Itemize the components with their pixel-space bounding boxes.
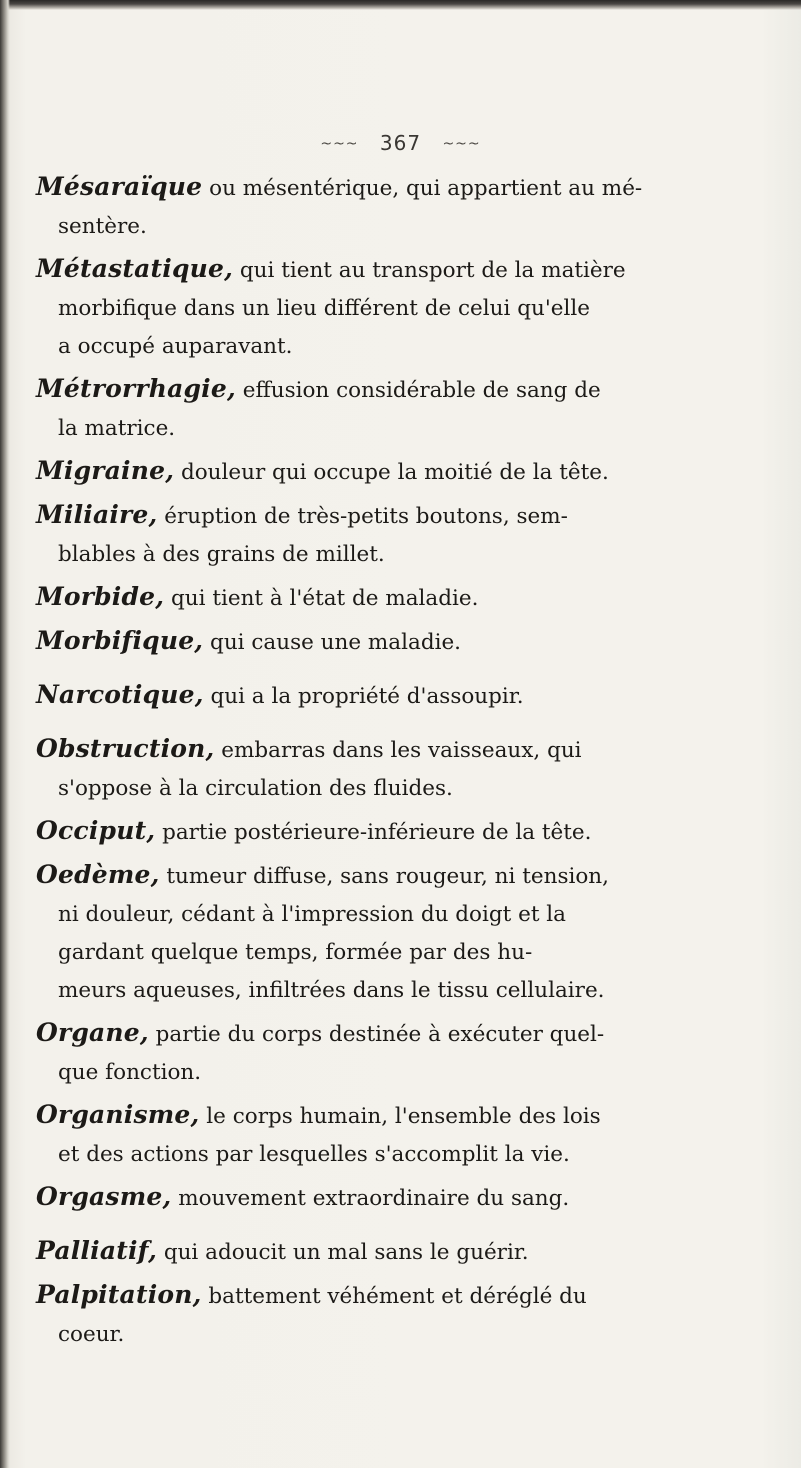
entry-morbifique bbox=[36, 622, 766, 662]
entry-occiput bbox=[36, 812, 766, 852]
entry-mesaraique bbox=[36, 168, 766, 246]
entry-term: Narcotique, bbox=[36, 680, 204, 709]
entry-term: Obstruction, bbox=[36, 734, 215, 763]
entry-definition: le corps humain, l'ensemble des lois bbox=[199, 1104, 601, 1129]
entry-term: Métrorrhagie, bbox=[36, 374, 236, 403]
entry-definition: éruption de très-petits boutons, sem- bbox=[157, 504, 568, 529]
entry-continuation: que fonction. bbox=[58, 1060, 202, 1085]
entry-definition: partie postérieure-inférieure de la tête. bbox=[155, 820, 592, 845]
entry-obstruction bbox=[36, 730, 766, 808]
entry-organe bbox=[36, 1014, 766, 1092]
entry-palpitation bbox=[36, 1276, 766, 1354]
entry-term: Migraine, bbox=[36, 456, 175, 485]
entry-term: Morbide, bbox=[36, 582, 165, 611]
entry-term: Mésaraïque bbox=[36, 172, 203, 201]
header-ornament-right: ~~~ bbox=[442, 136, 481, 152]
entry-palliatif bbox=[36, 1232, 766, 1272]
entry-continuation: la matrice. bbox=[58, 416, 176, 441]
entry-term: Orgasme, bbox=[36, 1182, 172, 1211]
entry-miliaire bbox=[36, 496, 766, 574]
entry-metrorrhagie bbox=[36, 370, 766, 448]
entry-term: Miliaire, bbox=[36, 500, 158, 529]
entry-continuation: et des actions par lesquelles s'accomplit la vie. bbox=[58, 1142, 570, 1167]
entry-migraine bbox=[36, 452, 766, 492]
entry-orgasme bbox=[36, 1178, 766, 1218]
entry-definition: tumeur diffuse, sans rougeur, ni tension, bbox=[159, 864, 609, 889]
entry-continuation: coeur. bbox=[58, 1322, 125, 1347]
entry-definition: qui adoucit un mal sans le guérir. bbox=[156, 1240, 529, 1265]
entry-term: Palpitation, bbox=[36, 1280, 202, 1309]
page-number: 367 bbox=[379, 131, 422, 155]
entry-continuation: sentère. bbox=[58, 214, 147, 239]
entry-definition: battement véhément et déréglé du bbox=[201, 1284, 587, 1309]
entry-continuation: a occupé auparavant. bbox=[58, 334, 293, 359]
entry-term: Oedème, bbox=[36, 860, 160, 889]
entry-definition: qui cause une maladie. bbox=[203, 630, 462, 655]
entry-continuation: s'oppose à la circulation des fluides. bbox=[58, 776, 453, 801]
glossary-entries bbox=[36, 168, 766, 1354]
entry-definition: qui a la propriété d'assoupir. bbox=[203, 684, 524, 709]
entry-definition: partie du corps destinée à exécuter quel- bbox=[148, 1022, 605, 1047]
entry-definition: ou mésentérique, qui appartient au mé- bbox=[202, 176, 643, 201]
entry-definition: effusion considérable de sang de bbox=[235, 378, 601, 403]
entry-definition: embarras dans les vaisseaux, qui bbox=[214, 738, 582, 763]
entry-continuation: ni douleur, cédant à l'impression du doigt et la bbox=[58, 902, 567, 927]
header-ornament-left: ~~~ bbox=[320, 136, 359, 152]
entry-term: Morbifique, bbox=[36, 626, 204, 655]
entry-term: Organe, bbox=[36, 1018, 149, 1047]
page-header bbox=[0, 131, 801, 155]
entry-metastatique bbox=[36, 250, 766, 366]
entry-definition: qui tient au transport de la matière bbox=[233, 258, 626, 283]
entry-oedeme bbox=[36, 856, 766, 1010]
entry-narcotique bbox=[36, 676, 766, 716]
entry-term: Métastatique, bbox=[36, 254, 234, 283]
entry-term: Palliatif, bbox=[36, 1236, 157, 1265]
entry-definition: mouvement extraordinaire du sang. bbox=[171, 1186, 570, 1211]
entry-definition: qui tient à l'état de maladie. bbox=[164, 586, 479, 611]
entry-definition: douleur qui occupe la moitié de la tête. bbox=[174, 460, 609, 485]
entry-continuation: meurs aqueuses, infiltrées dans le tissu cellulaire. bbox=[58, 978, 605, 1003]
page-top-shadow bbox=[0, 0, 801, 10]
entry-term: Occiput, bbox=[36, 816, 156, 845]
page-binding-shadow bbox=[0, 0, 10, 1468]
entry-continuation: gardant quelque temps, formée par des hu- bbox=[58, 940, 533, 965]
entry-continuation: morbifique dans un lieu différent de celui qu'elle bbox=[58, 296, 590, 321]
entry-organisme bbox=[36, 1096, 766, 1174]
entry-morbide bbox=[36, 578, 766, 618]
entry-term: Organisme, bbox=[36, 1100, 200, 1129]
entry-continuation: blables à des grains de millet. bbox=[58, 542, 385, 567]
